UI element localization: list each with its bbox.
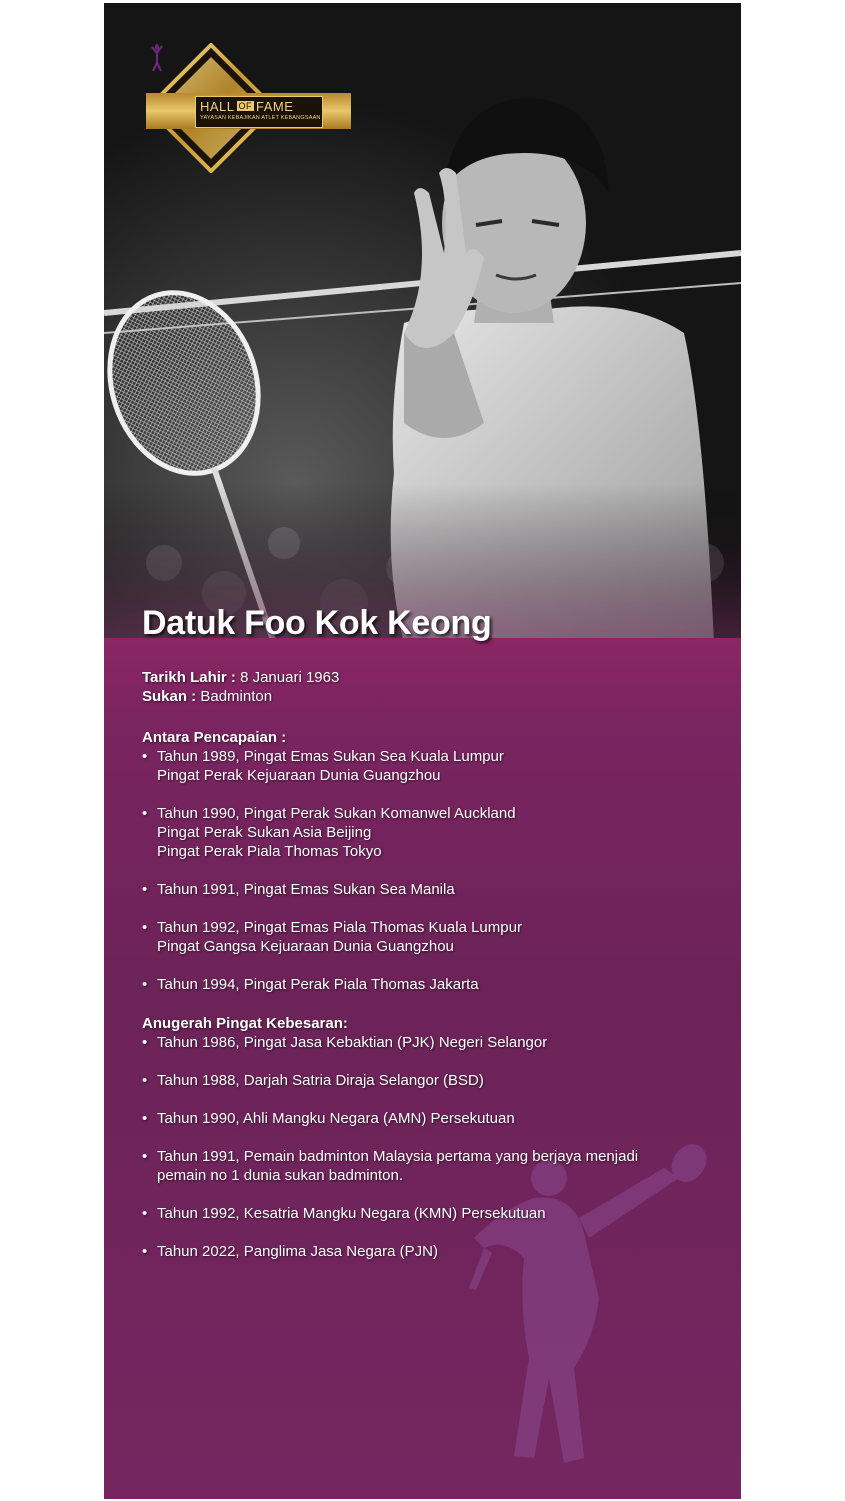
list-item-line: Tahun 1989, Pingat Emas Sukan Sea Kuala Lumpur [157,748,504,765]
awards-list [142,1033,712,1261]
bullet-icon: • [142,1148,148,1165]
bullet-icon: • [142,1072,148,1089]
list-item [142,975,712,994]
list-item-line: Pingat Gangsa Kejuaraan Dunia Guangzhou [157,938,454,955]
list-item [142,1071,712,1090]
bullet-icon: • [142,919,148,936]
achievements-title: Antara Pencapaian : [142,729,287,746]
list-item-line: Tahun 1994, Pingat Perak Piala Thomas Jakarta [157,976,479,993]
list-item [142,918,712,956]
logo-subtitle: YAYASAN KEBAJIKAN ATLET KEBANGSAAN [200,115,321,121]
athlete-name: Datuk Foo Kok Keong [142,604,492,642]
list-item [142,880,712,899]
list-item-line: Pingat Perak Sukan Asia Beijing [157,824,372,841]
list-item [142,804,712,861]
logo-of-text: OF [238,101,253,111]
bullet-icon: • [142,1205,148,1222]
list-item-line: Tahun 1988, Darjah Satria Diraja Selangor (BSD) [157,1072,484,1089]
list-item [142,1033,712,1052]
list-item-line: Tahun 2022, Panglima Jasa Negara (PJN) [157,1243,438,1260]
list-item-line: Tahun 1991, Pingat Emas Sukan Sea Manila [157,881,455,898]
list-item-line: Pingat Perak Piala Thomas Tokyo [157,843,382,860]
list-item-line: Tahun 1992, Kesatria Mangku Negara (KMN) Persekutuan [157,1205,546,1222]
sport-row [142,687,712,706]
profile-content [142,668,712,1261]
bullet-icon: • [142,1243,148,1260]
list-item [142,1204,712,1223]
bullet-icon: • [142,1034,148,1051]
bullet-icon: • [142,976,148,993]
list-item-line: Tahun 1990, Ahli Mangku Negara (AMN) Persekutuan [157,1110,515,1127]
list-item-line: Pingat Perak Kejuaraan Dunia Guangzhou [157,767,441,784]
achievements-list [142,747,712,994]
logo-plate [195,96,323,128]
hall-of-fame-logo [146,43,351,178]
awards-title: Anugerah Pingat Kebesaran: [142,1015,348,1032]
list-item [142,1242,712,1261]
list-item [142,1109,712,1128]
birth-date-value: 8 Januari 1963 [240,669,340,686]
list-item-line: Tahun 1986, Pingat Jasa Kebaktian (PJK) Negeri Selangor [157,1034,548,1051]
list-item-line: Tahun 1991, Pemain badminton Malaysia pertama yang berjaya menjadi [157,1148,639,1165]
bullet-icon: • [142,748,148,765]
list-item [142,1147,712,1185]
birth-date-row [142,668,712,687]
birth-date-label: Tarikh Lahir : [142,669,236,686]
list-item-line: Tahun 1992, Pingat Emas Piala Thomas Kuala Lumpur [157,919,522,936]
bullet-icon: • [142,881,148,898]
hall-of-fame-poster [104,3,741,1499]
list-item [142,747,712,785]
athlete-photo [104,3,741,643]
sport-value: Badminton [200,688,273,705]
list-item-line: pemain no 1 dunia sukan badminton. [157,1167,404,1184]
logo-hall-text: HALL [200,99,235,114]
bullet-icon: • [142,1110,148,1127]
bullet-icon: • [142,805,148,822]
badminton-figure-icon [146,43,168,73]
sport-label: Sukan : [142,688,197,705]
logo-fame-text: FAME [256,99,294,114]
list-item-line: Tahun 1990, Pingat Perak Sukan Komanwel Auckland [157,805,516,822]
